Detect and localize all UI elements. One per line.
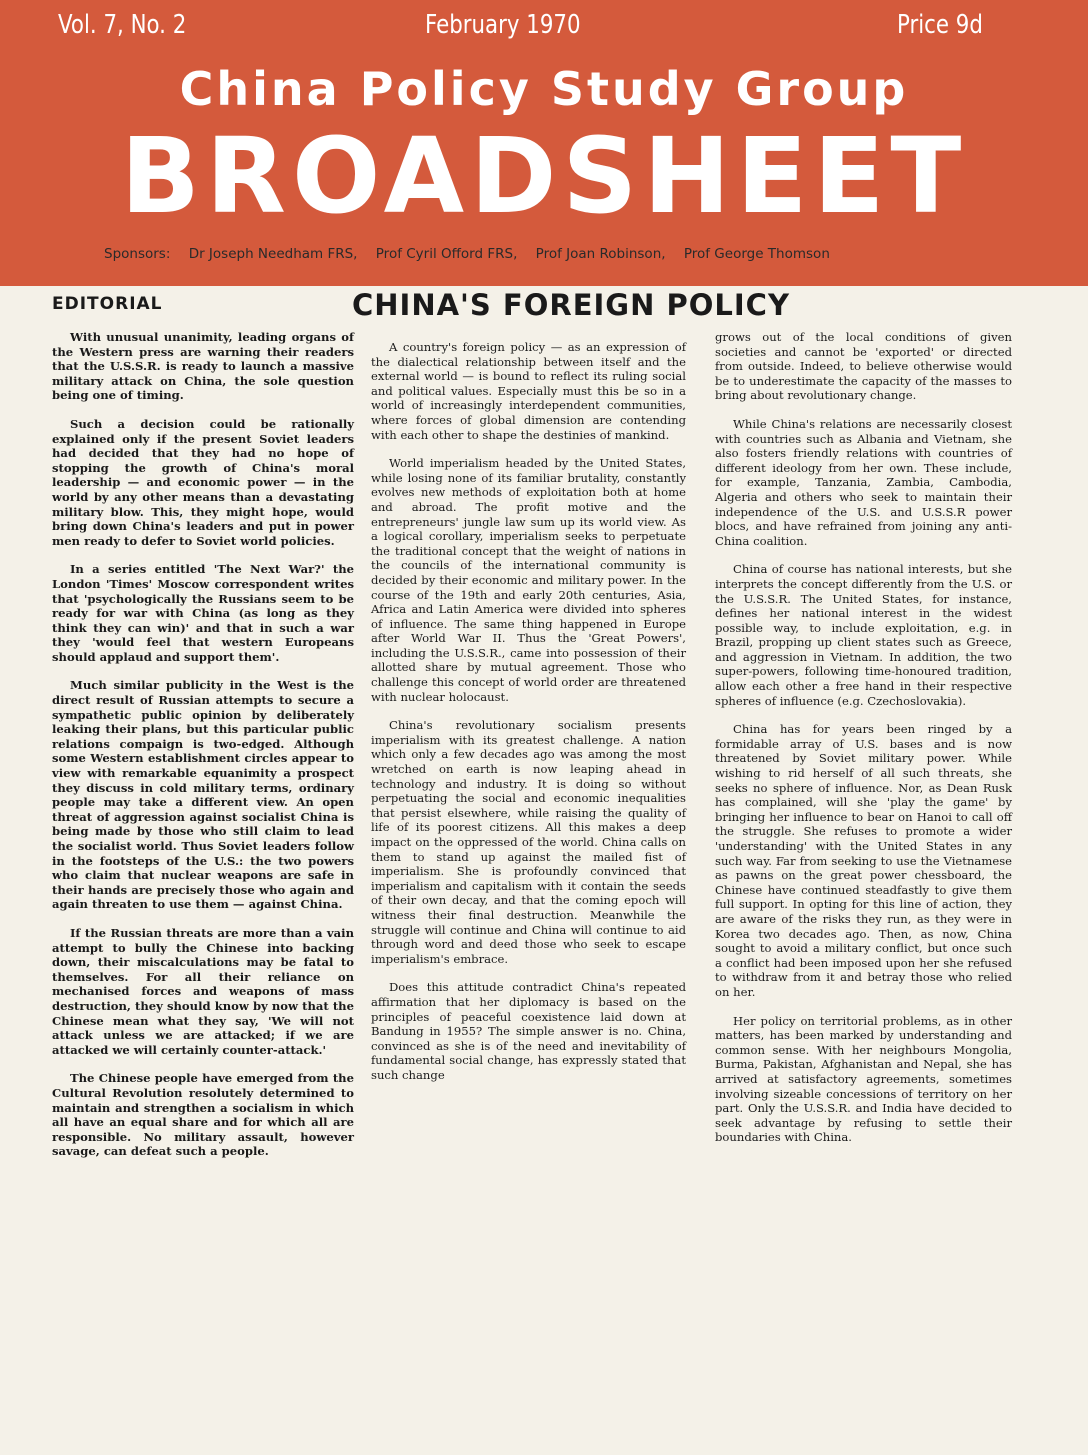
editorial-column (52, 330, 354, 1173)
paragraph: World imperialism headed by the United States, while losing none of its familiar brutality, constantly evolves new methods of exploitation both at home and abroad. The profit motive and the entrepreneurs' jungle law sum up its world view. As a logical corollary, imperialism seeks to perpetuate the traditional concept that the weight of nations in the councils of the international community is decided by their economic and military power. In the course of the 19th and early 20th centuries, Asia, Africa and Latin America were divided into spheres of influence. The same thing happened in Europe after World War II. Thus the 'Great Powers', including the U.S.S.R., came into possession of their allotted share by mutual agreement. Those who challenge this concept of world order are threatened with nuclear holocaust. (371, 456, 686, 704)
paragraph: China has for years been ringed by a formidable array of U.S. bases and is now threatened by Soviet military power. While wishing to rid herself of all such threats, she seeks no sphere of influence. Nor, as Dean Rusk has complained, will she 'play the game' by bringing her influence to bear on Hanoi to call off the struggle. She refuses to promote a wider 'understanding' with the United States in any such way. Far from seeking to use the Vietnamese as pawns on the great power chessboard, the Chinese have continued steadfastly to give them full support. In opting for this line of action, they are aware of the risks they run, as they were in Korea two decades ago. Then, as now, China sought to avoid a military conflict, but once such a conflict had been imposed upon her she refused to withdraw from it and betray those who relied on her. (715, 722, 1012, 999)
masthead (0, 0, 1088, 286)
paragraph: Does this attitude contradict China's repeated affirmation that her diplomacy is based on the principles of peaceful coexistence laid down at Bandung in 1955? The simple answer is no. China, convinced as she is of the need and inevitability of fundamental social change, has expressly stated that such change (371, 980, 686, 1082)
paragraph: Such a decision could be rationally explained only if the present Soviet leaders had decided that they had no hope of stopping the growth of China's moral leadership — and economic power — in the world by any other means than a devastating military blow. This, they might hope, would bring down China's leaders and put in power men ready to defer to Soviet world policies. (52, 416, 354, 548)
volume-number: Vol. 7, No. 2 (58, 10, 187, 40)
issue-date: February 1970 (425, 10, 581, 40)
paragraph: grows out of the local conditions of given societies and cannot be 'exported' or directed from outside. Indeed, to believe otherwise would be to underestimate the capacity of the masses to bring about revolutionary change. (715, 330, 1012, 403)
paragraph: A country's foreign policy — as an expression of the dialectical relationship between itself and the external world — is bound to reflect its ruling social and political values. Especially must this be so in a world of increasingly interdependent communities, where forces of global dimension are contending with each other to shape the destinies of mankind. (371, 340, 686, 442)
sponsors-line (104, 246, 844, 262)
publisher-name: China Policy Study Group (179, 62, 909, 116)
paragraph: While China's relations are necessarily closest with countries such as Albania and Vietnam, she also fosters friendly relations with countries of different ideology from her own. These include, for example, Tanzania, Zambia, Cambodia, Algeria and others who seek to maintain their independence of the U.S. and U.S.S.R power blocs, and have refrained from joining any anti-China coalition. (715, 416, 1012, 548)
publication-title: BROADSHEET (120, 115, 968, 237)
paragraph: In a series entitled 'The Next War?' the London 'Times' Moscow correspondent writes that 'psychologically the Russians seem to be ready for war with China (as long as they think they can win)' and that in such a war they 'would feel that western Europeans should applaud and support them'. (52, 562, 354, 664)
paragraph: Her policy on territorial problems, as in other matters, has been marked by understanding and common sense. With her neighbours Mongolia, Burma, Pakistan, Afghanistan and Nepal, she has arrived at satisfactory agreements, sometimes involving sizeable concessions of territory on her part. Only the U.S.S.R. and India have decided to seek advantage by refusing to settle their boundaries with China. (715, 1013, 1012, 1145)
article-column-3 (715, 330, 1012, 1159)
paragraph: China's revolutionary socialism presents imperialism with its greatest challenge. A nation which only a few decades ago was among the most wretched on earth is now leaping ahead in technology and industry. It is doing so without perpetuating the social and economic inequalities that persist elsewhere, while raising the quality of life of its poorest citizens. All this makes a deep impact on the oppressed of the world. China calls on them to stand up against the mailed fist of imperialism. She is profoundly convinced that imperialism and capitalism with it contain the seeds of their own decay, and that the coming epoch will witness their final destruction. Meanwhile the struggle will continue and China will continue to aid through word and deed those who seek to escape imperialism's embrace. (371, 718, 686, 966)
article-column-2 (371, 340, 686, 1097)
paragraph: China of course has national interests, but she interprets the concept differently from the U.S. or the U.S.S.R. The United States, for instance, defines her national interest in the widest possible way, to include exploitation, e.g. in Brazil, propping up client states such as Greece, and aggression in Vietnam. In addition, the two super-powers, following time-honoured tradition, allow each other a free hand in their respective spheres of influence (e.g. Czechoslovakia). (715, 562, 1012, 708)
paragraph: Much similar publicity in the West is the direct result of Russian attempts to secure a sympathetic public opinion by deliberately leaking their plans, but this particular public relations compaign is two-edged. Although some Western establishment circles appear to view with remarkable equanimity a prospect they discuss in cold military terms, ordinary people may take a different view. An open threat of aggression against socialist China is being made by those who still claim to lead the socialist world. Thus Soviet leaders follow in the footsteps of the U.S.: the two powers who claim that nuclear weapons are safe in their hands are precisely those who again and again threaten to use them — against China. (52, 678, 354, 912)
sponsor: Dr Joseph Needham FRS, (188, 246, 358, 262)
sponsors-label: Sponsors: (104, 246, 171, 262)
paragraph: If the Russian threats are more than a vain attempt to bully the Chinese into backing down, their miscalculations may be fatal to themselves. For all their reliance on mechanised forces and weapons of mass destruction, they should know by now that the Chinese mean what they say, 'We will not attack unless we are attacked; if we are attacked we will certainly counter-attack.' (52, 925, 354, 1057)
article-headline: CHINA'S FOREIGN POLICY (352, 288, 790, 322)
sponsor: Prof Cyril Offord FRS, (375, 246, 518, 262)
editorial-heading: EDITORIAL (52, 294, 163, 314)
sponsor: Prof George Thomson (683, 246, 830, 262)
price: Price 9d (897, 10, 983, 40)
paragraph: The Chinese people have emerged from the Cultural Revolution resolutely determined to maintain and strengthen a socialism in which all have an equal share and for which all are responsible. No military assault, however savage, can defeat such a people. (52, 1071, 354, 1159)
sponsor: Prof Joan Robinson, (535, 246, 666, 262)
paragraph: With unusual unanimity, leading organs of the Western press are warning their readers that the U.S.S.R. is ready to launch a massive military attack on China, the sole question being one of timing. (52, 330, 354, 403)
